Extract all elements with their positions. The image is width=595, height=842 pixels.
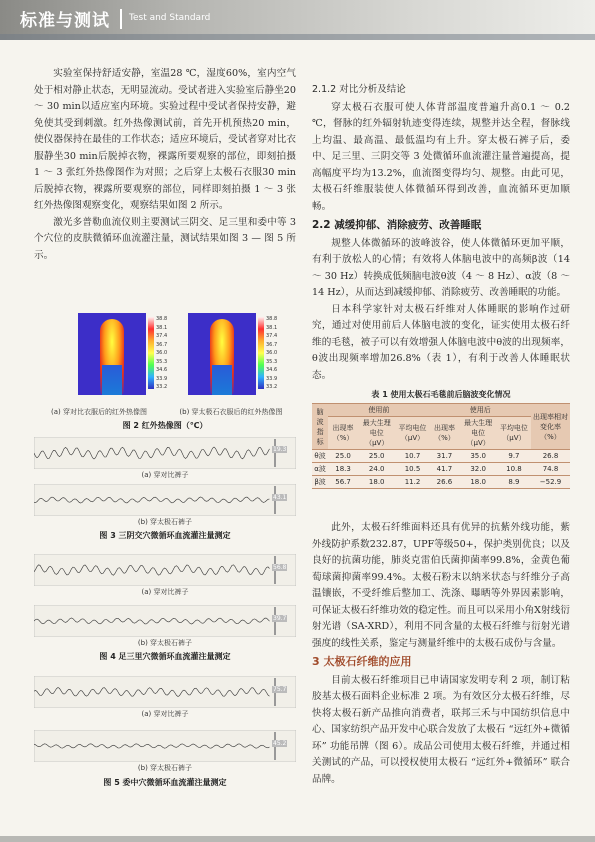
table-header: 最大生理电位（μV） (459, 417, 497, 450)
section-heading: 2.2 减缓抑郁、消除疲劳、改善睡眠 (312, 219, 482, 231)
paragraph: 目前太极石纤维项目已申请国家发明专利 2 项，制订粘胶基太极石面料企业标准 2 项。为有效区分太极石纤维，尽快将太极石新产品推向消费者，联邦三禾与中国纺织信息中心、国家纺织产品开发中心联合发放了太极石 “远红外+微循环” 功能吊牌（图 6）。成品公司使用太极石纤维，并通过相关测试的产品，可以授权使用太极石 “远红外+微循环” 联合品牌。 (312, 674, 570, 785)
footer-strip (0, 836, 595, 842)
paragraph: 日本科学家针对太极石纤维对人体睡眠的影响作过研究，通过对使用前后人体脑电波的变化，证实使用太极石纤维的毛毯，被子可以有效增强人体脑电波中θ波的出现频率，θ波出现频率增加26.8%（表 1），有利于改善人体睡眠状态。 (312, 303, 570, 381)
figure-caption: 图 5 委中穴微循环血流灌注量测定 (103, 778, 227, 787)
thermal-image-a (78, 313, 146, 395)
table-header: 脑波指标 (312, 404, 328, 450)
table-header: 平均电位（μV） (395, 417, 429, 450)
table-header: 出现率（%） (430, 417, 460, 450)
table-header: 平均电位（μV） (497, 417, 531, 450)
brainwave-table (312, 389, 570, 489)
column-title: 标准与测试 (20, 11, 110, 31)
wave-value: 39.7 (273, 615, 287, 622)
wave-value: 45.2 (273, 740, 287, 747)
subcaption: (b) 穿太极石裤子 (137, 764, 193, 772)
right-column-top (312, 82, 570, 384)
header-strip (0, 34, 595, 40)
wave-value: 75.7 (273, 686, 287, 693)
figure-caption: 图 3 三阴交穴微循环血流灌注量测定 (99, 531, 231, 540)
waveform-panel (34, 554, 296, 586)
paragraph: 实验室保持舒适安静，室温28 ℃，湿度60%，室内空气处于相对静止状态，无明显流动。受试者进入实验室后静坐20 ～ 30 min以适应室内环境。实验过程中受试者保持安静，避免使其受到刺激。红外热像测试前，首先开机预热20 min，使仪器保持在最佳的工作状态；适应环境后，受试者穿对比衣服静坐30 min后脱掉衣物，裸露所要观察的部位，即刻拍摄 1 ～ 3 张红外热像图作为对照；之后穿上太极石衣服30 min后脱掉衣物，裸露所要观察的部位，同样即刻拍摄 1 ～ 3 张红外热像图观察变化，观察结果如图 2 所示。 (34, 68, 296, 211)
table-title: 表 1 使用太极石毛毯前后脑波变化情况 (371, 390, 511, 399)
table-row: β波 56.7 18.0 11.2 26.6 18.0 8.9 −52.9 (312, 476, 570, 489)
table-row: θ波 25.0 25.0 10.7 31.7 35.0 9.7 26.8 (312, 450, 570, 463)
subcaption: (b) 穿太极石裤子 (137, 518, 193, 526)
table-header: 出现率相对变化率（%） (531, 404, 570, 450)
scale-labels: 38.8 38.1 37.4 36.7 36.0 35.3 34.6 33.9 33.2 (156, 316, 168, 390)
subcaption: (b) 穿太极石裤子 (137, 639, 193, 647)
thermal-image-b (188, 313, 256, 395)
table-row: α波 18.3 24.0 10.5 41.7 32.0 10.8 74.8 (312, 463, 570, 476)
figure-caption: 图 2 红外热像图（℃） (122, 421, 208, 430)
waveform-panel (34, 605, 296, 637)
paragraph: 激光多普勒血流仪则主要测试三阴交、足三里和委中等 3 个穴位的皮肤微循环血流灌注量，测试结果如图 3 — 图 5 所示。 (34, 216, 296, 261)
section-heading: 2.1.2 对比分析及结论 (312, 84, 406, 95)
figure-caption: 图 4 足三里穴微循环血流灌注量测定 (99, 652, 231, 661)
table-header: 使用后 (430, 404, 531, 417)
section-heading: 3 太极石纤维的应用 (312, 655, 412, 668)
paragraph: 规整人体微循环的波峰波谷，使人体微循环更加平顺，有利于放松人的心情；有效将人体脑电波中的高频β波（14 ～ 30 Hz）转换成低频脑电波θ波（4 ～ 8 Hz）、α波（8 ～ 14 Hz），从而达到减缓抑郁、消除疲劳、改善睡眠的功能。 (312, 237, 570, 298)
thermal-figure (70, 313, 290, 405)
waveform-panel (34, 484, 296, 516)
subcaption: (a) 穿对比衣服后的红外热像图 (51, 408, 147, 416)
subcaption: (b) 穿太极石衣服后的红外热像图 (179, 408, 283, 416)
column-title-en: Test and Standard (129, 13, 211, 23)
table-header: 使用前 (328, 404, 429, 417)
waveform-panel (34, 437, 296, 469)
right-column-bottom (312, 520, 570, 788)
scale-labels: 38.8 38.1 37.4 36.7 36.0 35.3 34.6 33.9 33.2 (266, 316, 278, 390)
temperature-scale (258, 317, 264, 389)
subcaption: (a) 穿对比裤子 (141, 710, 189, 718)
paragraph: 此外，太极石纤维面料还具有优异的抗紫外线功能，紫外线防护系数232.87，UPF等级50+，保护类别优良；以及良好的抗菌功能，肺炎克雷伯氏菌抑菌率99.8%，金黄色葡萄球菌抑菌率99.4%。太极石粉末以纳米状态与纤维分子高温镶嵌，不受纤维后整加工、洗涤、曝晒等外界因素影响，可保证太极石纤维功效的稳定性。而且可以采用小角X射线衍射光谱（SA-XRD），利用不同含量的太极石纤维与衍射光谱强度的线性关系，鉴定与测量纤维中的太极石成份与含量。 (312, 522, 570, 649)
page-header (0, 0, 595, 40)
waveform-panel (34, 730, 296, 762)
temperature-scale (148, 317, 154, 389)
table-header: 最大生理电位（μV） (358, 417, 396, 450)
waveform-panel (34, 676, 296, 708)
wave-value: 56.8 (273, 564, 287, 571)
subcaption: (a) 穿对比裤子 (141, 588, 189, 596)
wave-value: 19.3 (273, 446, 287, 453)
paragraph: 穿太极石衣服可使人体背部温度普遍升高0.1 ～ 0.2 ℃，督脉的红外辐射轨迹变得连续，规整并达全程，督脉线上均温、最高温、最低温均有上升。穿太极石裤子后，委中、足三里、三阴交等 3 处微循环血流灌注量普遍提高，提高幅度平均为13.2%，血流图变得均匀、规整。由此可见，太极石纤维服装使人体微循环得到改善，血流循环更加顺畅。 (312, 101, 570, 212)
table-header: 出现率（%） (328, 417, 358, 450)
wave-value: 43.1 (273, 494, 287, 501)
header-divider (120, 9, 122, 29)
left-column (34, 66, 296, 264)
subcaption: (a) 穿对比裤子 (141, 471, 189, 479)
